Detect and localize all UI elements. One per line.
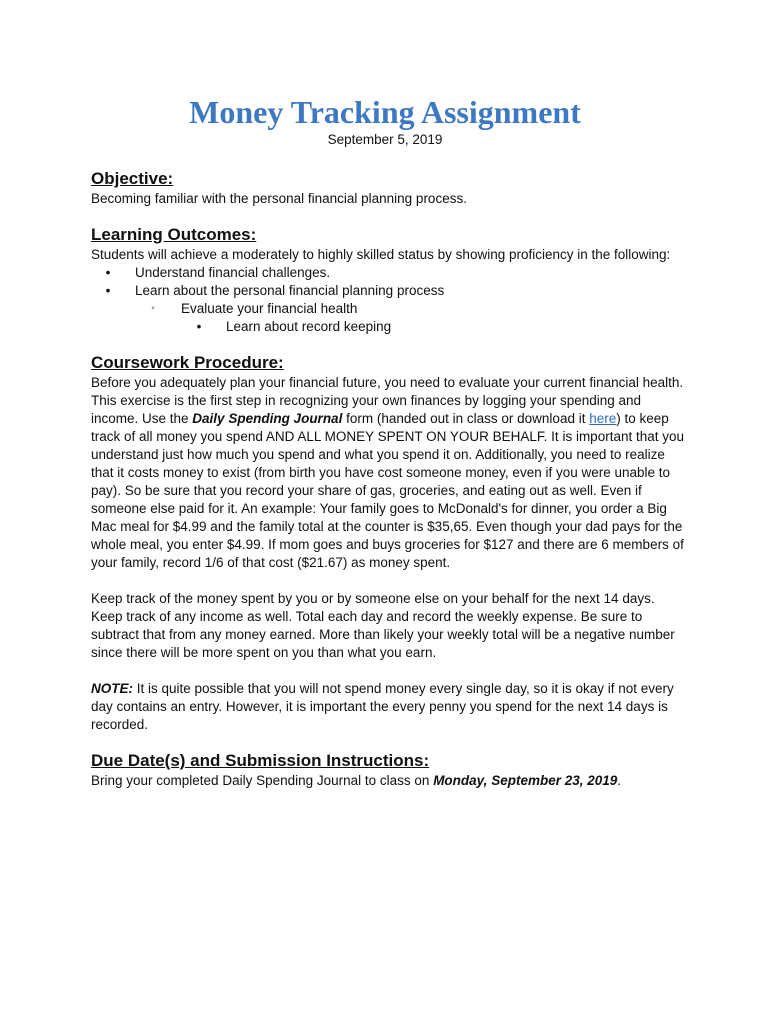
note-label: NOTE: xyxy=(91,681,133,696)
due-date-text: Bring your completed Daily Spending Journal to class on Monday, September 23, 2019. xyxy=(91,773,622,788)
hollow-bullet-icon: ◦ xyxy=(151,303,155,314)
due-date-value: Monday, September 23, 2019 xyxy=(433,773,618,788)
download-here-link[interactable]: here xyxy=(589,411,617,426)
learning-outcomes-list xyxy=(91,264,686,336)
procedure-paragraph-2: Keep track of the money spent by you or by someone else on your behalf for the next 14 days. Keep track of any income as well. Total each day and record the weekly expense. Be sure to subtract that from any money earned. More than likely your weekly total will be a negative number since there will be more spent on you than what you earn. xyxy=(91,591,675,660)
objective-text: Becoming familiar with the personal financial planning process. xyxy=(91,191,467,206)
coursework-procedure-heading: Coursework Procedure: xyxy=(91,353,284,372)
list-item: • Understand financial challenges. xyxy=(91,264,686,282)
learning-outcomes-intro: Students will achieve a moderately to highly skilled status by showing proficiency in the following: xyxy=(91,247,671,262)
list-item: ◦ Evaluate your financial health xyxy=(91,300,686,318)
learning-outcomes-heading: Learning Outcomes: xyxy=(91,225,257,244)
bullet-icon: • xyxy=(105,283,111,298)
bullet-icon: • xyxy=(196,319,202,334)
list-item: • Learn about record keeping xyxy=(91,318,686,336)
document-body xyxy=(91,168,686,790)
daily-spending-journal-label: Daily Spending Journal xyxy=(192,411,343,426)
objective-heading: Objective: xyxy=(91,169,174,188)
procedure-paragraph-1: Before you adequately plan your financial future, you need to evaluate your current financial health. This exercise is the first step in recognizing your own finances by logging your spending and income. Use the Daily Spending Journal form (handed out in class or download it here) to keep track of all money you spend AND ALL MONEY SPENT ON YOUR BEHALF. It is important that you understand just how much you spend and what you spend it on. Additionally, you need to realize that it costs money to exist (from birth you have cost someone money, even if you were unable to pay). So be sure that you record your share of gas, groceries, and eating out as well. Even if someone else paid for it. An example: Your family goes to McDonald's for dinner, you order a Big Mac meal for $4.99 and the family total at the counter is $35,65. Even though your dad pays for the whole meal, you enter $4.99. If mom goes and buys groceries for $127 and there are 6 members of your family, record 1/6 of that cost ($21.67) as money spent. xyxy=(91,375,684,570)
page-title: Money Tracking Assignment xyxy=(189,94,581,130)
due-date-heading: Due Date(s) and Submission Instructions: xyxy=(91,751,430,770)
procedure-note: NOTE: It is quite possible that you will not spend money every single day, so it is okay if not every day contains an entry. However, it is important the every penny you spend for the next 14 days is recorded. xyxy=(91,681,674,732)
bullet-icon: • xyxy=(105,265,111,280)
document-date: September 5, 2019 xyxy=(327,132,443,147)
list-item: • Learn about the personal financial planning process xyxy=(91,282,686,300)
